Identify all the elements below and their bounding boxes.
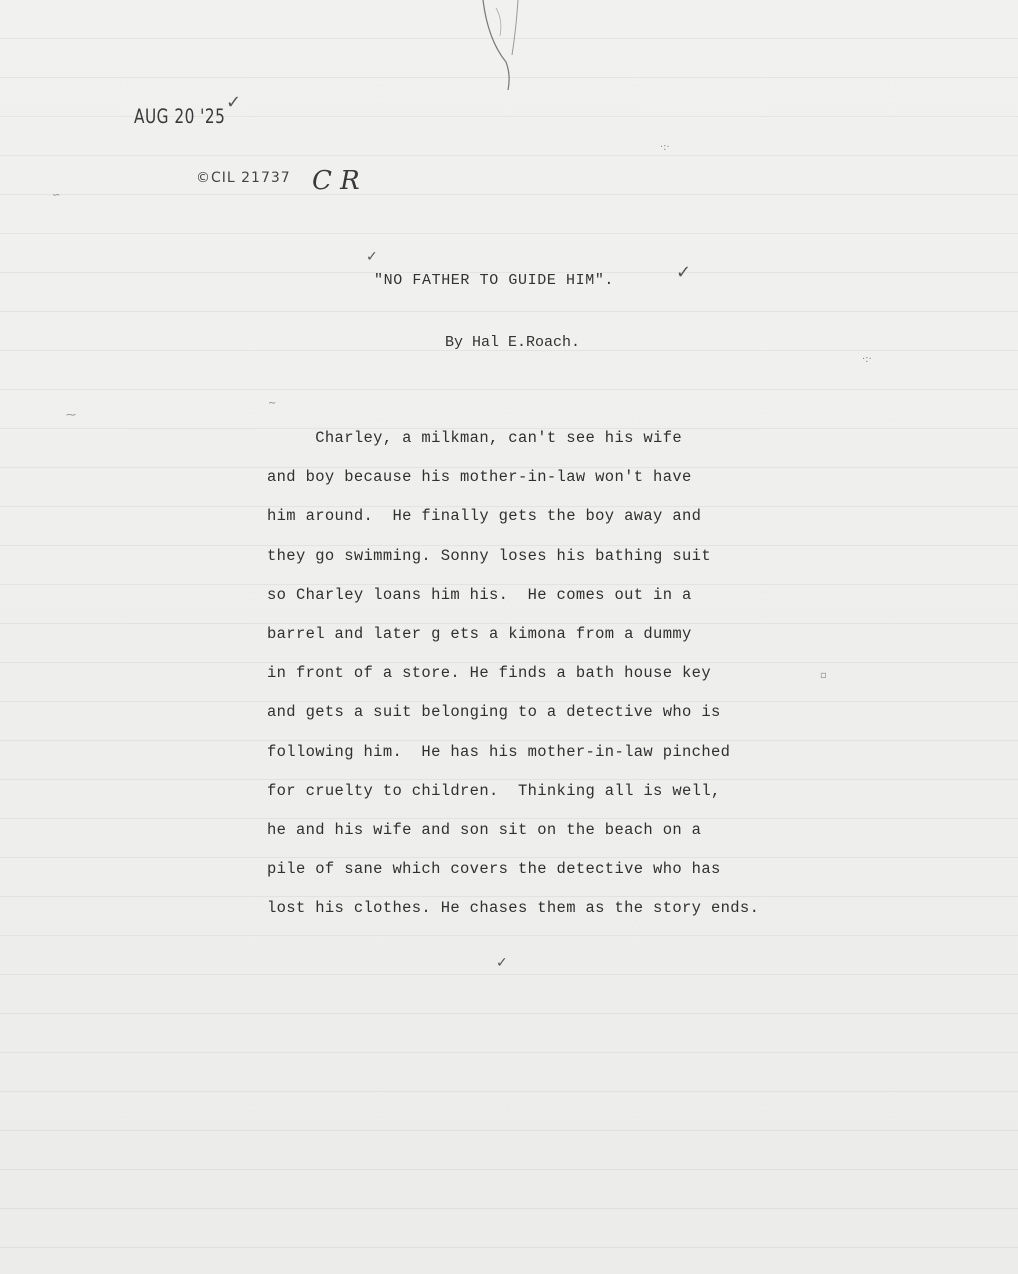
text-line: so Charley loans him his. He comes out in a [267,585,692,604]
paper-speck: ⁓ [66,410,76,421]
paper-speck: ·:· [660,142,670,153]
checkmark-icon: ✓ [366,249,378,265]
synopsis-text [267,428,759,937]
text-line: lost his clothes. He chases them as the story ends. [267,899,760,918]
text-line: barrel and later g ets a kimona from a dummy [267,624,692,643]
copyright-date-stamp: AUG 20 '25 [134,105,226,129]
text-line: in front of a store. He finds a bath house key [267,664,711,683]
paper-speck: ·:· [862,354,872,365]
text-line: for cruelty to children. Thinking all is well, [267,781,721,800]
document-title: "NO FATHER TO GUIDE HIM". [374,272,615,289]
text-line: he and his wife and son sit on the beach on a [267,820,702,839]
checkmark-icon: ✓ [496,955,508,971]
text-line: him around. He finally gets the boy away and [267,507,702,526]
text-line: pile of sane which covers the detective who has [267,860,721,879]
registration-number-stamp: ©CIL 21737 [196,170,291,186]
paper-speck: ∼ [268,398,277,409]
checkmark-icon: ✓ [676,262,692,283]
text-line: following him. He has his mother-in-law pinched [267,742,731,761]
text-line: and boy because his mother-in-law won't have [267,468,692,487]
text-line: Charley, a milkman, can't see his wife [267,429,683,447]
paper-speck: ▫ [820,670,827,681]
text-line: they go swimming. Sonny loses his bathing suit [267,546,711,565]
handwritten-initials: C R [312,166,360,196]
text-line: and gets a suit belonging to a detective who is [267,703,721,722]
document-byline: By Hal E.Roach. [445,334,581,351]
checkmark-icon: ✓ [226,92,242,113]
paper-speck: ∽ [52,190,61,201]
paper-fold-mark [478,0,528,90]
